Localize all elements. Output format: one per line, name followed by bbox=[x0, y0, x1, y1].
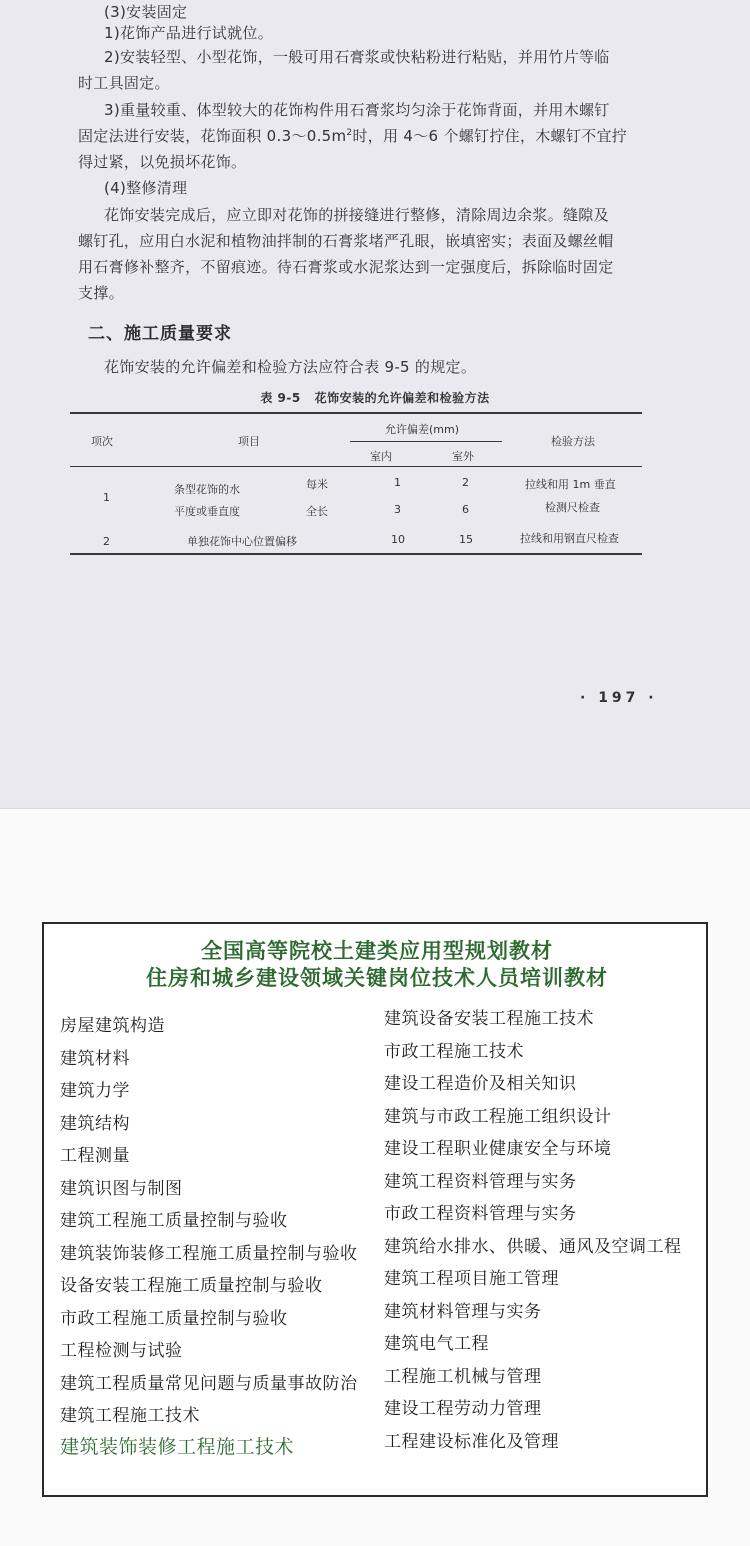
row1-indoor-2: 3 bbox=[394, 503, 401, 516]
row1-method-line2: 检测尺检查 bbox=[545, 501, 600, 514]
row1-method-line1: 拉线和用 1m 垂直 bbox=[525, 478, 616, 491]
row2-outdoor: 15 bbox=[459, 533, 473, 546]
row1-indoor-1: 1 bbox=[394, 476, 401, 489]
heading-install-fix: (3)安装固定 bbox=[104, 3, 188, 21]
book-title: 市政工程施工质量控制与验收 bbox=[60, 1309, 288, 1329]
header-indoor: 室内 bbox=[370, 450, 392, 463]
header-outdoor: 室外 bbox=[452, 450, 474, 463]
paragraph: 花饰安装完成后，应立即对花饰的拼接缝进行整修，清除周边余浆。缝隙及 bbox=[104, 206, 609, 224]
table-bottom-rule bbox=[70, 553, 642, 555]
book-title: 工程测量 bbox=[60, 1146, 130, 1166]
row2-method: 拉线和用钢直尺检查 bbox=[520, 532, 619, 545]
paragraph: 螺钉孔，应用白水泥和植物油拌制的石膏浆堵严孔眼，嵌填密实；表面及螺丝帽 bbox=[78, 232, 614, 250]
table-header-rule bbox=[70, 466, 642, 467]
book-title: 市政工程资料管理与实务 bbox=[384, 1204, 577, 1224]
paragraph: 3)重量较重、体型较大的花饰构件用石膏浆均匀涂于花饰背面，并用木螺钉 bbox=[104, 101, 610, 119]
table-caption bbox=[0, 389, 750, 406]
section-text: 花饰安装的允许偏差和检验方法应符合表 9-5 的规定。 bbox=[104, 358, 477, 376]
table-sub-rule bbox=[350, 441, 502, 442]
book-title: 建筑工程项目施工管理 bbox=[384, 1269, 559, 1289]
book-title: 建设工程职业健康安全与环境 bbox=[384, 1139, 612, 1159]
book-title: 建筑给水排水、供暖、通风及空调工程 bbox=[384, 1237, 682, 1257]
page-number: · 197 · bbox=[580, 690, 658, 706]
book-title: 建筑电气工程 bbox=[384, 1334, 489, 1354]
row1-sub-per-meter: 每米 bbox=[306, 478, 328, 491]
series-title-1: 全国高等院校土建类应用型规划教材 bbox=[201, 939, 553, 963]
header-tolerance: 允许偏差(mm) bbox=[385, 423, 460, 436]
table-title: 花饰安装的允许偏差和检验方法 bbox=[314, 391, 490, 405]
row2-indoor: 10 bbox=[391, 533, 405, 546]
book-title: 建筑工程施工质量控制与验收 bbox=[60, 1211, 288, 1231]
row2-index: 2 bbox=[103, 535, 110, 548]
superscript: 2 bbox=[346, 128, 353, 138]
section-title: 二、施工质量要求 bbox=[88, 324, 232, 344]
book-title: 房屋建筑构造 bbox=[60, 1016, 165, 1036]
book-title: 建筑材料 bbox=[60, 1049, 130, 1069]
row1-index: 1 bbox=[103, 491, 110, 504]
header-method: 检验方法 bbox=[551, 435, 595, 448]
paragraph: 2)安装轻型、小型花饰，一般可用石膏浆或快粘粉进行粘贴，并用竹片等临 bbox=[104, 48, 610, 66]
book-title: 设备安装工程施工质量控制与验收 bbox=[60, 1276, 323, 1296]
book-title: 工程建设标准化及管理 bbox=[384, 1432, 559, 1452]
book-title: 建筑结构 bbox=[60, 1114, 130, 1134]
row1-outdoor-1: 2 bbox=[462, 476, 469, 489]
row1-sub-full-length: 全长 bbox=[306, 505, 328, 518]
book-title: 建筑工程质量常见问题与质量事故防治 bbox=[60, 1374, 358, 1394]
book-title: 建筑工程资料管理与实务 bbox=[384, 1172, 577, 1192]
table-number: 表 9-5 bbox=[260, 391, 301, 405]
header-item: 项目 bbox=[238, 435, 260, 448]
book-title: 建筑设备安装工程施工技术 bbox=[384, 1009, 594, 1029]
book-title: 建筑力学 bbox=[60, 1081, 130, 1101]
promo-panel bbox=[0, 808, 750, 1546]
book-title: 建筑与市政工程施工组织设计 bbox=[384, 1107, 612, 1127]
book-title: 建筑装饰装修工程施工质量控制与验收 bbox=[60, 1244, 358, 1264]
paragraph: 支撑。 bbox=[78, 284, 124, 302]
series-title-2: 住房和城乡建设领域关键岗位技术人员培训教材 bbox=[146, 966, 608, 990]
paragraph: 1)花饰产品进行试就位。 bbox=[104, 24, 273, 42]
book-title: 建设工程造价及相关知识 bbox=[384, 1074, 577, 1094]
book-title-highlighted: 建筑装饰装修工程施工技术 bbox=[60, 1436, 295, 1458]
paragraph: 固定法进行安装，花饰面积 $0.3\sim 0.5m^2$时，用 4～6 个螺钉拧住，木螺钉不宜拧 bbox=[78, 127, 628, 145]
paragraph: 时工具固定。 bbox=[78, 74, 170, 92]
book-title: 工程检测与试验 bbox=[60, 1341, 183, 1361]
book-title: 建筑材料管理与实务 bbox=[384, 1302, 542, 1322]
book-title: 工程施工机械与管理 bbox=[384, 1367, 542, 1387]
row1-item-line2: 平度或垂直度 bbox=[174, 505, 240, 518]
paragraph: 用石膏修补整齐，不留痕迹。待石膏浆或水泥浆达到一定强度后，拆除临时固定 bbox=[78, 258, 614, 276]
book-title: 建设工程劳动力管理 bbox=[384, 1399, 542, 1419]
book-title: 市政工程施工技术 bbox=[384, 1042, 524, 1062]
row2-item: 单独花饰中心位置偏移 bbox=[187, 535, 297, 548]
header-index: 项次 bbox=[91, 435, 113, 448]
paragraph: 得过紧，以免损坏花饰。 bbox=[78, 153, 247, 171]
book-title: 建筑识图与制图 bbox=[60, 1179, 183, 1199]
heading-cleanup: (4)整修清理 bbox=[104, 179, 188, 197]
row1-item-line1: 条型花饰的水 bbox=[174, 483, 240, 496]
book-title: 建筑工程施工技术 bbox=[60, 1406, 200, 1426]
row1-outdoor-2: 6 bbox=[462, 503, 469, 516]
table-top-rule bbox=[70, 412, 642, 414]
book-series-box bbox=[42, 922, 708, 1497]
